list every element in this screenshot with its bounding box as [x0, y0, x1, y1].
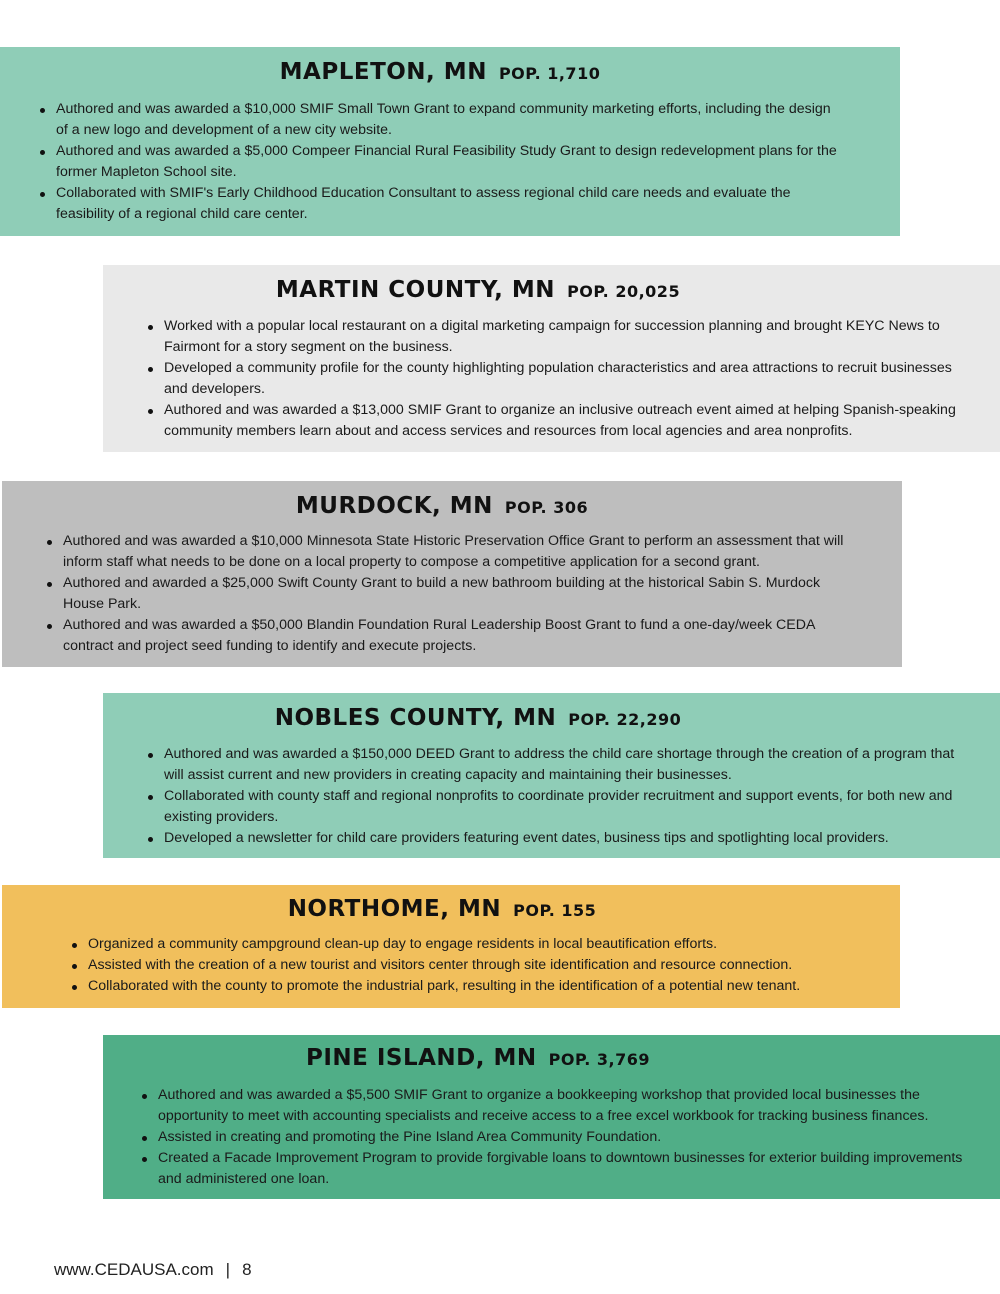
population: POP. 22,290 [568, 710, 682, 729]
list-item: Authored and was awarded a $5,000 Compeer Financial Rural Feasibility Study Grant to design redevelopment plans for the former Mapleton School site. [38, 141, 838, 183]
population: POP. 3,769 [548, 1050, 651, 1069]
website-link[interactable]: www.CEDAUSA.com [54, 1260, 214, 1279]
list-item: Authored and awarded a $25,000 Swift County Grant to build a new bathroom building at the historical Sabin S. Murdock House Park. [45, 573, 865, 615]
list-item: Assisted in creating and promoting the Pine Island Area Community Foundation. [140, 1127, 965, 1148]
accomplishment-list [146, 316, 956, 442]
accomplishment-list [140, 1085, 965, 1190]
accomplishment-list [70, 934, 870, 997]
accomplishment-list [38, 99, 838, 225]
section-title [103, 705, 853, 731]
city-name: MURDOCK, MN [295, 493, 493, 519]
section-nobles-county [103, 693, 1000, 858]
city-name: NORTHOME, MN [287, 896, 502, 922]
list-item: Authored and was awarded a $5,500 SMIF Grant to organize a bookkeeping workshop that provided local businesses the opportunity to meet with accounting specialists and receive access to a free excel workbook for tracking business finances. [140, 1085, 965, 1127]
list-item: Authored and was awarded a $10,000 SMIF Small Town Grant to expand community marketing efforts, including the design of a new logo and development of a new city website. [38, 99, 838, 141]
section-title [103, 1045, 853, 1071]
city-name: PINE ISLAND, MN [305, 1045, 537, 1071]
city-name: NOBLES COUNTY, MN [274, 705, 557, 731]
population: POP. 306 [504, 498, 589, 517]
list-item: Developed a community profile for the county highlighting population characteristics and area attractions to recruit businesses and developers. [146, 358, 956, 400]
list-item: Collaborated with county staff and regional nonprofits to coordinate provider recruitment and support events, for both new and existing providers. [146, 786, 961, 828]
list-item: Organized a community campground clean-up day to engage residents in local beautification efforts. [70, 934, 870, 955]
list-item: Worked with a popular local restaurant on a digital marketing campaign for succession planning and brought KEYC News to Fairmont for a story segment on the business. [146, 316, 956, 358]
list-item: Created a Facade Improvement Program to provide forgivable loans to downtown businesses for exterior building improvements and administered one loan. [140, 1148, 965, 1190]
section-title [103, 277, 853, 303]
list-item: Authored and was awarded a $10,000 Minnesota State Historic Preservation Office Grant to perform an assessment that will inform staff what needs to be done on a local property to compose a competitive application for a second grant. [45, 531, 865, 573]
section-mapleton [0, 47, 900, 236]
city-name: MARTIN COUNTY, MN [275, 277, 556, 303]
list-item: Authored and was awarded a $150,000 DEED Grant to address the child care shortage through the creation of a program that will assist current and new providers in creating capacity and maintaining their businesses. [146, 744, 961, 786]
accomplishment-list [146, 744, 961, 849]
page-number: 8 [242, 1260, 252, 1279]
section-pine-island [103, 1035, 1000, 1199]
section-murdock [2, 481, 902, 667]
footer-separator: | [225, 1260, 231, 1279]
list-item: Collaborated with SMIF's Early Childhood Education Consultant to assess regional child care needs and evaluate the feasibility of a regional child care center. [38, 183, 838, 225]
list-item: Assisted with the creation of a new tourist and visitors center through site identification and resource connection. [70, 955, 870, 976]
population: POP. 155 [513, 901, 597, 920]
section-title [0, 59, 880, 85]
list-item: Authored and was awarded a $50,000 Blandin Foundation Rural Leadership Boost Grant to fund a one-day/week CEDA contract and project seed funding to identify and execute projects. [45, 615, 865, 657]
city-name: MAPLETON, MN [279, 59, 487, 85]
section-martin-county [103, 265, 1000, 452]
list-item: Authored and was awarded a $13,000 SMIF Grant to organize an inclusive outreach event aimed at helping Spanish-speaking community members learn about and access services and resources from local agencies and area nonprofits. [146, 400, 956, 442]
section-title [2, 896, 882, 922]
section-title [2, 493, 882, 519]
section-northome [2, 885, 900, 1008]
accomplishment-list [45, 531, 865, 657]
list-item: Developed a newsletter for child care providers featuring event dates, business tips and spotlighting local providers. [146, 828, 961, 849]
population: POP. 1,710 [498, 64, 601, 83]
population: POP. 20,025 [567, 282, 681, 301]
page-footer [54, 1260, 252, 1280]
list-item: Collaborated with the county to promote the industrial park, resulting in the identification of a potential new tenant. [70, 976, 870, 997]
